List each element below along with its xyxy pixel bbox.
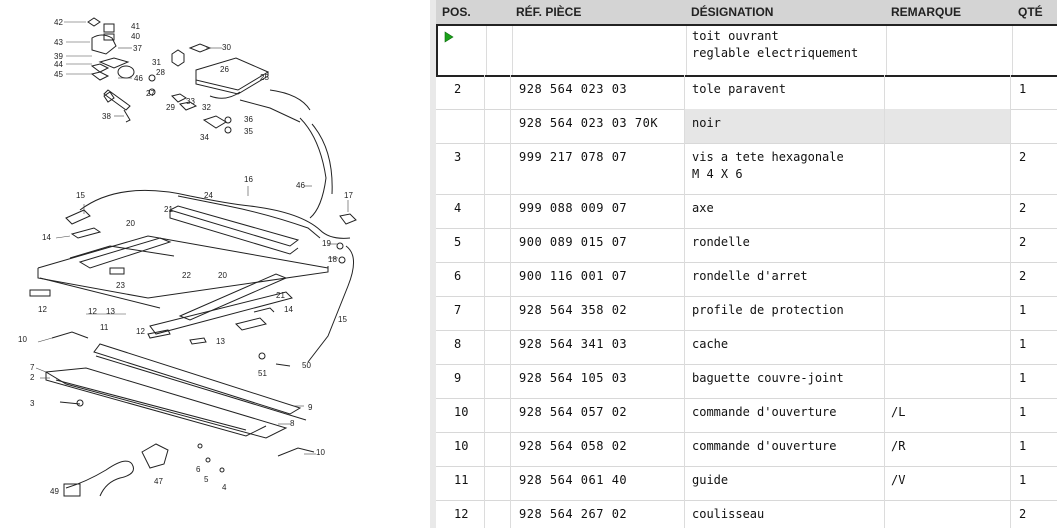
cell-qty [1010, 143, 1057, 194]
cell-qty-text: 1 [1019, 82, 1027, 96]
svg-text:12: 12 [88, 307, 97, 316]
svg-text:26: 26 [220, 65, 229, 74]
cell-pos-text: 10 [454, 439, 469, 453]
svg-text:32: 32 [202, 103, 211, 112]
svg-text:13: 13 [106, 307, 115, 316]
cell-pos [436, 432, 484, 466]
cell-designation-text: noir [692, 116, 721, 130]
cell-designation-text: rondelle [692, 235, 750, 249]
table-row[interactable] [436, 262, 1057, 297]
cell-remark [884, 262, 1011, 296]
cell-blank [484, 330, 511, 364]
header-pos[interactable]: POS. [442, 5, 471, 19]
cell-designation-text: axe [692, 201, 714, 215]
table-row[interactable] [436, 143, 1057, 195]
cell-designation [684, 500, 885, 528]
table-row[interactable] [436, 75, 1057, 110]
cell-pos-text: 7 [454, 303, 462, 317]
svg-text:20: 20 [126, 219, 135, 228]
cell-ref [510, 262, 685, 296]
svg-text:21: 21 [276, 291, 285, 300]
cell-ref [510, 432, 685, 466]
cell-pos [436, 330, 484, 364]
table-row[interactable] [436, 330, 1057, 365]
cell-blank [484, 500, 511, 528]
cell-remark [884, 500, 1011, 528]
svg-text:39: 39 [54, 52, 63, 61]
svg-text:13: 13 [216, 337, 225, 346]
cell-blank [484, 432, 511, 466]
svg-text:36: 36 [244, 115, 253, 124]
cell-qty [1010, 330, 1057, 364]
cell-qty [1010, 432, 1057, 466]
cell-designation-text: baguette couvre-joint [692, 371, 844, 385]
cell-designation-text: cache [692, 337, 729, 351]
svg-text:14: 14 [284, 305, 293, 314]
cell-pos [436, 466, 484, 500]
cell-pos-text: 11 [454, 473, 469, 487]
cell-qty [1010, 500, 1057, 528]
svg-text:23: 23 [116, 281, 125, 290]
header-designation[interactable]: DÉSIGNATION [691, 5, 774, 19]
cell-blank [484, 109, 511, 143]
svg-text:41: 41 [131, 22, 140, 31]
table-row[interactable] [436, 109, 1057, 144]
cell-ref-text: 999 088 009 07 [519, 201, 628, 215]
cell-pos [436, 228, 484, 262]
cell-qty-text: 1 [1019, 405, 1027, 419]
cell-qty-text: 1 [1019, 337, 1027, 351]
cell-remark [884, 466, 1011, 500]
svg-text:7: 7 [30, 363, 35, 372]
header-ref[interactable]: RÉF. PIÈCE [516, 5, 582, 19]
svg-text:14: 14 [42, 233, 51, 242]
cell-designation [684, 330, 885, 364]
diagram-callout-labels [18, 18, 353, 496]
table-row-selected[interactable] [436, 24, 1057, 77]
cell-qty-text: 2 [1019, 235, 1027, 249]
cell-qty-text: 2 [1019, 507, 1027, 521]
cell-blank [484, 228, 511, 262]
cell-qty-text: 1 [1019, 439, 1027, 453]
svg-text:11: 11 [100, 323, 109, 332]
exploded-view-drawing [0, 0, 430, 528]
svg-text:25: 25 [260, 73, 269, 82]
cell-designation-text: guide [692, 473, 729, 487]
cell-pos [436, 262, 484, 296]
cell-remark [884, 398, 1011, 432]
parts-table [436, 0, 1057, 528]
svg-text:34: 34 [200, 133, 209, 142]
svg-text:37: 37 [133, 44, 142, 53]
cell-ref [510, 364, 685, 398]
svg-text:47: 47 [154, 477, 163, 486]
selected-designation-line1: toit ouvrant [692, 29, 779, 43]
cell-pos-text: 9 [454, 371, 462, 385]
cell-qty-text: 2 [1019, 201, 1027, 215]
cell-remark [884, 432, 1011, 466]
svg-text:28: 28 [156, 68, 165, 77]
cell-remark [884, 296, 1011, 330]
cell-remark [884, 228, 1011, 262]
cell-qty [1010, 109, 1057, 143]
svg-text:29: 29 [166, 103, 175, 112]
cell-remark [884, 364, 1011, 398]
cell-remark [884, 109, 1011, 143]
cell-designation-text: coulisseau [692, 507, 765, 521]
cell-qty [1010, 75, 1057, 109]
svg-text:30: 30 [222, 43, 231, 52]
svg-text:33: 33 [186, 97, 195, 106]
cell-remark-text: /R [891, 439, 906, 453]
svg-text:2: 2 [30, 373, 35, 382]
cell-qty [1010, 228, 1057, 262]
cell-designation [684, 109, 885, 143]
table-header [436, 0, 1057, 24]
svg-text:18: 18 [328, 255, 337, 264]
svg-text:5: 5 [204, 475, 209, 484]
table-row[interactable] [436, 432, 1057, 467]
header-qty[interactable]: QTÉ [1018, 5, 1043, 19]
cell-designation [684, 466, 885, 500]
cell-ref [510, 500, 685, 528]
cell-designation [684, 432, 885, 466]
cell-ref [510, 143, 685, 194]
cell-pos [436, 500, 484, 528]
cell-ref-text: 900 089 015 07 [519, 235, 628, 249]
cell-blank [484, 364, 511, 398]
cell-ref-text: 928 564 105 03 [519, 371, 628, 385]
cell-remark-text: /L [891, 405, 906, 419]
svg-text:20: 20 [218, 271, 227, 280]
cell-qty-text: 1 [1019, 371, 1027, 385]
svg-text:24: 24 [204, 191, 213, 200]
cell-ref [510, 466, 685, 500]
cell-pos [436, 296, 484, 330]
cell-ref [510, 109, 685, 143]
cell-pos-text: 5 [454, 235, 462, 249]
svg-text:21: 21 [164, 205, 173, 214]
cell-pos-text: 10 [454, 405, 469, 419]
cell-ref-text: 999 217 078 07 [519, 150, 628, 164]
cell-qty-text: 2 [1019, 269, 1027, 283]
table-row[interactable] [436, 466, 1057, 501]
cell-ref-text: 900 116 001 07 [519, 269, 628, 283]
cell-qty [1010, 262, 1057, 296]
cell-blank [484, 75, 511, 109]
cell-pos [436, 109, 484, 143]
cell-pos-text: 2 [454, 82, 462, 96]
cell-designation-text: commande d'ouverture [692, 405, 837, 419]
cell-remark [884, 143, 1011, 194]
cell-ref-text: 928 564 267 02 [519, 507, 628, 521]
cell-ref-text: 928 564 341 03 [519, 337, 628, 351]
svg-text:9: 9 [308, 403, 313, 412]
cell-designation [684, 364, 885, 398]
cell-designation [684, 194, 885, 228]
svg-text:35: 35 [244, 127, 253, 136]
svg-text:12: 12 [136, 327, 145, 336]
svg-text:50: 50 [302, 361, 311, 370]
table-row[interactable] [436, 228, 1057, 263]
cell-pos [436, 143, 484, 194]
cell-ref-text: 928 564 058 02 [519, 439, 628, 453]
cell-qty-text: 1 [1019, 303, 1027, 317]
svg-text:12: 12 [38, 305, 47, 314]
cell-ref [510, 228, 685, 262]
cell-blank [484, 398, 511, 432]
cell-designation-text: commande d'ouverture [692, 439, 837, 453]
cell-pos-text: 3 [454, 150, 462, 164]
cell-ref-text: 928 564 023 03 70K [519, 116, 659, 130]
cell-designation-text: rondelle d'arret [692, 269, 808, 283]
svg-text:22: 22 [182, 271, 191, 280]
cell-blank [484, 194, 511, 228]
cell-pos-text: 6 [454, 269, 462, 283]
cell-qty [1010, 194, 1057, 228]
svg-text:49: 49 [50, 487, 59, 496]
play-arrow-icon [444, 31, 454, 43]
svg-text:17: 17 [344, 191, 353, 200]
cell-ref [510, 296, 685, 330]
table-row[interactable] [436, 500, 1057, 528]
svg-text:3: 3 [30, 399, 35, 408]
svg-text:38: 38 [102, 112, 111, 121]
cell-ref-text: 928 564 358 02 [519, 303, 628, 317]
svg-text:15: 15 [76, 191, 85, 200]
cell-pos-text: 4 [454, 201, 462, 215]
cell-ref [510, 75, 685, 109]
cell-designation-line2: M 4 X 6 [692, 167, 743, 181]
table-row[interactable] [436, 194, 1057, 229]
cell-designation [684, 143, 885, 194]
cell-remark [884, 75, 1011, 109]
cell-pos [436, 194, 484, 228]
cell-ref [510, 194, 685, 228]
table-row[interactable] [436, 364, 1057, 399]
svg-text:8: 8 [290, 419, 295, 428]
cell-designation-text: tole paravent [692, 82, 786, 96]
svg-text:42: 42 [54, 18, 63, 27]
cell-qty-text: 2 [1019, 150, 1027, 164]
cell-qty-text: 1 [1019, 473, 1027, 487]
selected-designation-line2: reglable electriquement [692, 46, 859, 60]
cell-designation [684, 75, 885, 109]
svg-text:43: 43 [54, 38, 63, 47]
cell-ref-text: 928 564 023 03 [519, 82, 628, 96]
svg-text:15: 15 [338, 315, 347, 324]
cell-blank [484, 296, 511, 330]
cell-remark-text: /V [891, 473, 906, 487]
svg-text:46: 46 [296, 181, 305, 190]
cell-pos [436, 364, 484, 398]
svg-text:19: 19 [322, 239, 331, 248]
svg-text:27: 27 [146, 89, 155, 98]
cell-pos [436, 75, 484, 109]
cell-ref-text: 928 564 061 40 [519, 473, 628, 487]
svg-text:10: 10 [316, 448, 325, 457]
svg-text:45: 45 [54, 70, 63, 79]
cell-qty [1010, 398, 1057, 432]
parts-diagram [0, 0, 430, 528]
cell-remark [884, 194, 1011, 228]
svg-text:16: 16 [244, 175, 253, 184]
header-remark[interactable]: REMARQUE [891, 5, 962, 19]
cell-remark [884, 330, 1011, 364]
table-row[interactable] [436, 398, 1057, 433]
svg-text:31: 31 [152, 58, 161, 67]
cell-ref-text: 928 564 057 02 [519, 405, 628, 419]
cell-designation [684, 228, 885, 262]
cell-pos-text: 12 [454, 507, 469, 521]
cell-ref [510, 398, 685, 432]
svg-text:44: 44 [54, 60, 63, 69]
cell-designation-text: profile de protection [692, 303, 844, 317]
svg-text:6: 6 [196, 465, 201, 474]
cell-designation-text: vis a tete hexagonale [692, 150, 844, 164]
cell-pos [436, 398, 484, 432]
cell-blank [484, 262, 511, 296]
svg-text:4: 4 [222, 483, 227, 492]
table-row[interactable] [436, 296, 1057, 331]
cell-designation [684, 296, 885, 330]
cell-designation [684, 398, 885, 432]
svg-text:10: 10 [18, 335, 27, 344]
cell-ref [510, 330, 685, 364]
cell-qty [1010, 466, 1057, 500]
cell-qty [1010, 364, 1057, 398]
cell-blank [484, 466, 511, 500]
cell-pos-text: 8 [454, 337, 462, 351]
cell-qty [1010, 296, 1057, 330]
svg-text:46: 46 [134, 74, 143, 83]
cell-blank [484, 143, 511, 194]
svg-text:40: 40 [131, 32, 140, 41]
svg-text:51: 51 [258, 369, 267, 378]
cell-designation [684, 262, 885, 296]
